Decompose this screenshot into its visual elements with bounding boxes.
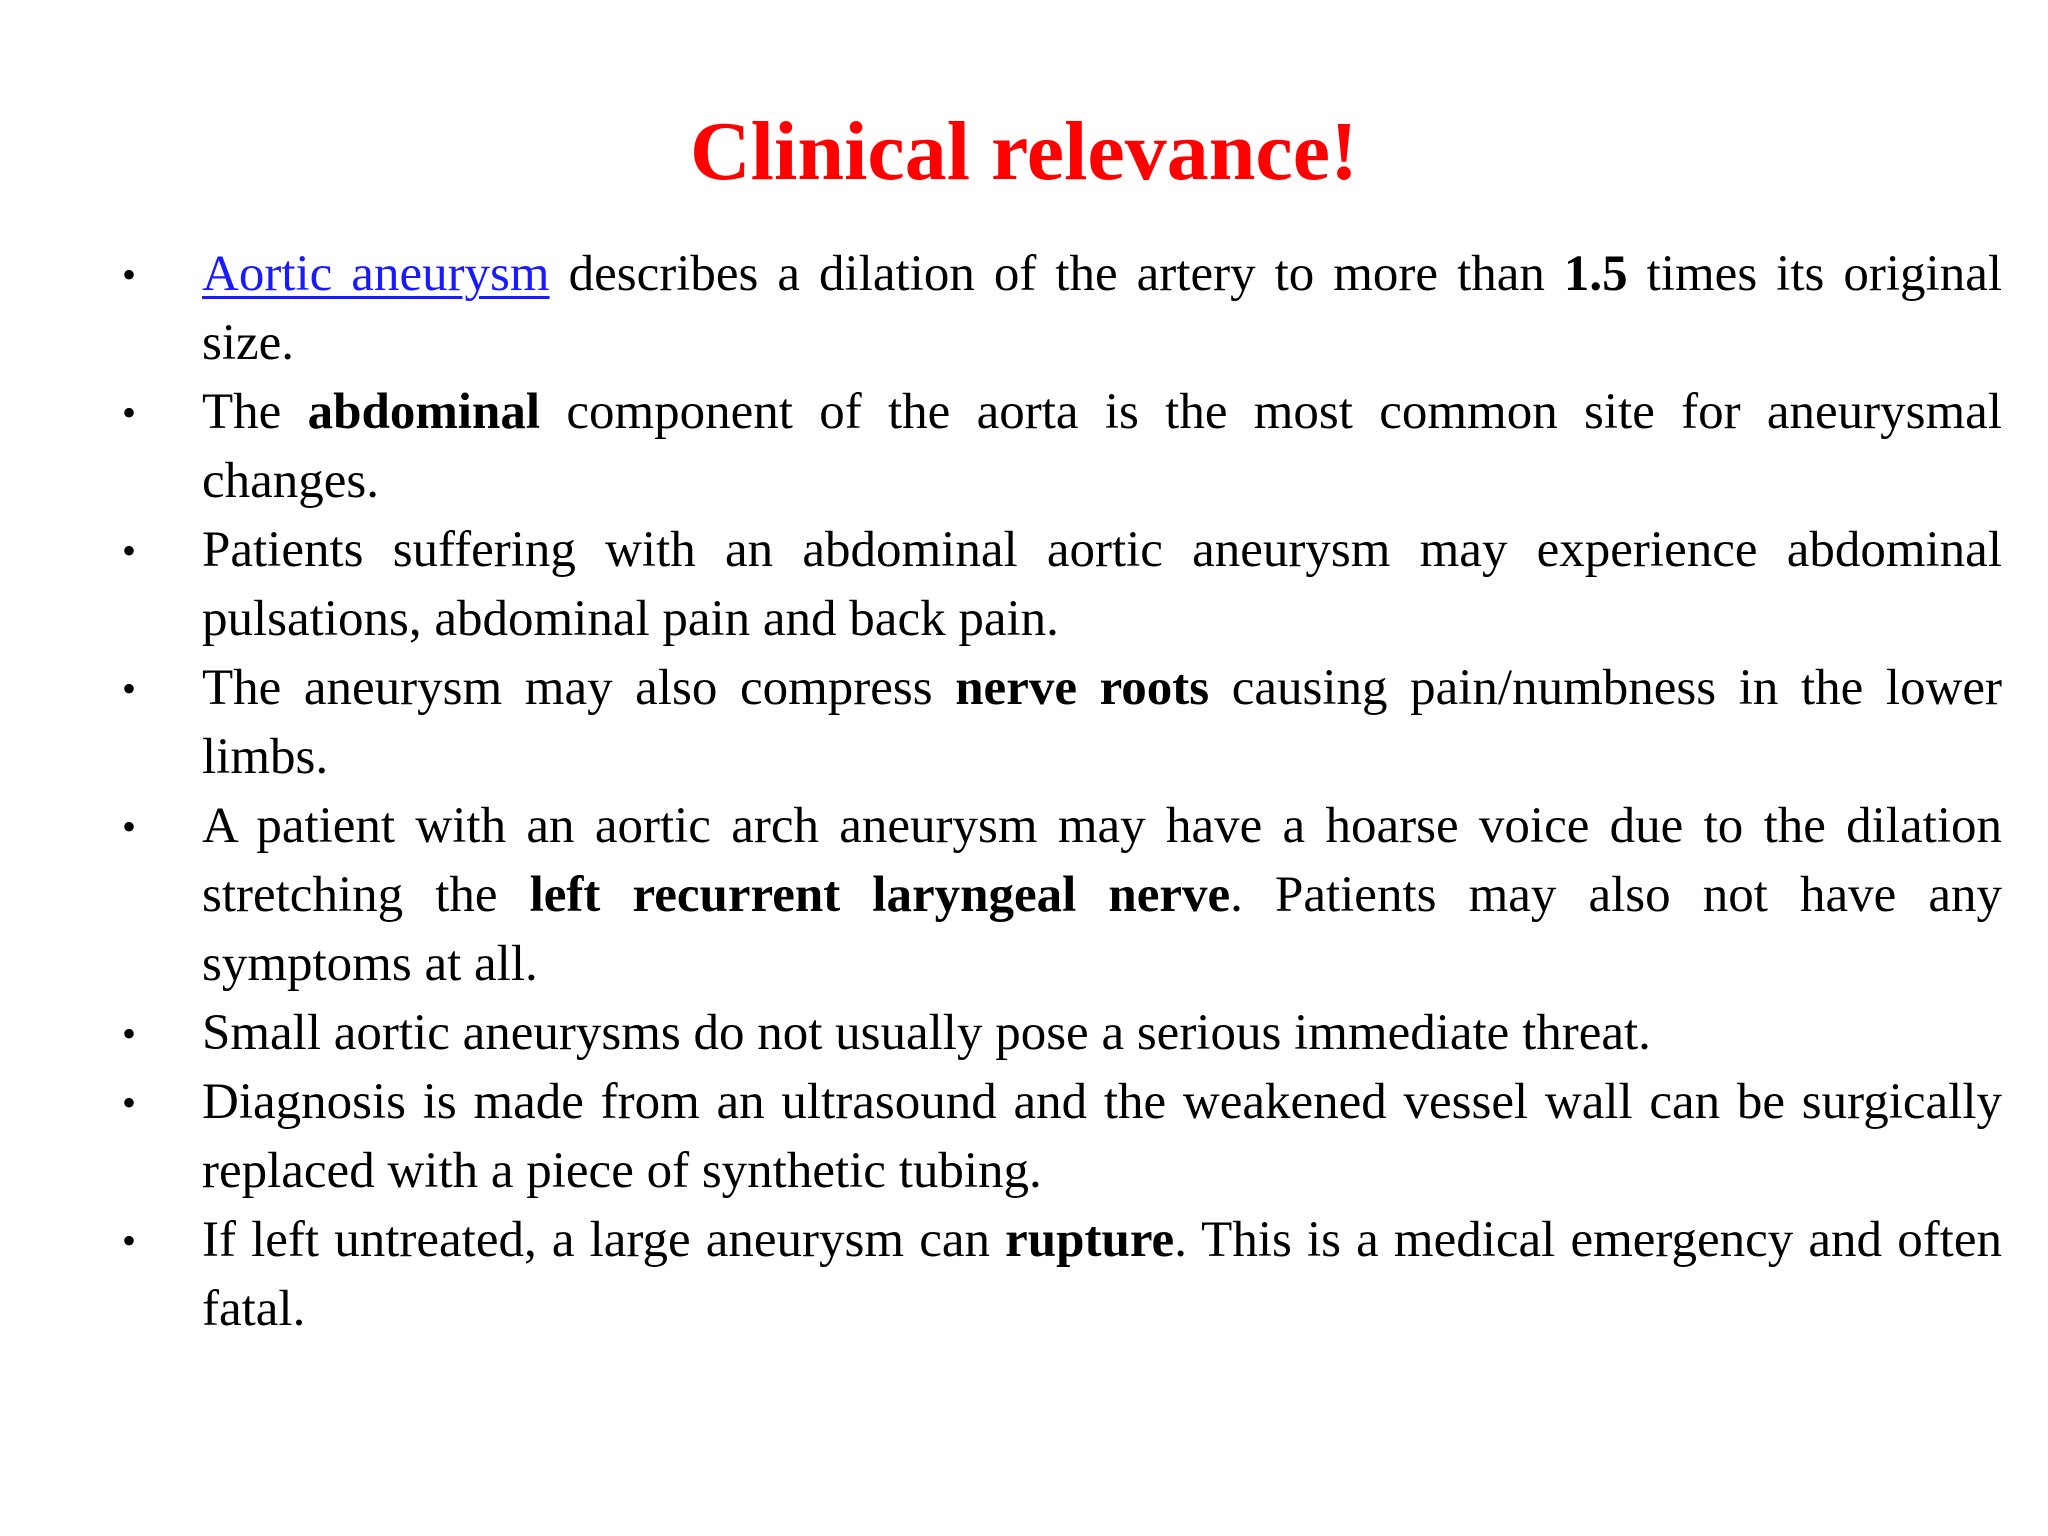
bullet-item	[122, 1068, 2002, 1206]
bullet-text: Patients suffering with an abdominal aortic aneurysm may experience abdominal pulsations, abdominal pain and back pain.	[202, 522, 2002, 647]
bullet-text: Small aortic aneurysms do not usually pose a serious immediate threat.	[202, 1005, 1651, 1061]
bullet-bold-text: abdominal	[307, 384, 541, 440]
bullet-text: describes a dilation of the artery to more than	[549, 246, 1564, 302]
bullet-bold-text: left recurrent laryngeal nerve	[529, 867, 1231, 923]
bullet-icon: •	[122, 528, 137, 573]
bullet-list	[122, 240, 2002, 1344]
bullet-item	[122, 378, 2002, 516]
aortic-aneurysm-link[interactable]: Aortic aneurysm	[202, 246, 550, 302]
bullet-item	[122, 1206, 2002, 1344]
bullet-text: The aneurysm may also compress	[202, 660, 956, 716]
bullet-text: If left untreated, a large aneurysm can	[202, 1212, 1006, 1268]
bullet-icon: •	[122, 1218, 137, 1263]
bullet-bold-text: rupture	[1005, 1212, 1175, 1268]
bullet-icon: •	[122, 252, 137, 297]
bullet-text: Diagnosis is made from an ultrasound and the weakened vessel wall can be surgically replaced with a piece of synthetic tubing.	[202, 1074, 2002, 1199]
bullet-text: times its original size.	[202, 246, 2003, 371]
bullet-text: . This is a medical emergency and often fatal.	[202, 1212, 2002, 1337]
bullet-text: causing pain/numbness in the lower limbs.	[202, 660, 2003, 785]
bullet-text: component of the aorta is the most common site for aneurysmal changes.	[202, 384, 2002, 509]
bullet-bold-text: nerve roots	[955, 660, 1210, 716]
slide-title: Clinical relevance!	[690, 105, 1358, 198]
bullet-text: The	[202, 384, 308, 440]
bullet-text: . Patients may also not have any symptoms at all.	[202, 867, 2002, 992]
bullet-item	[122, 516, 2002, 654]
bullet-item	[122, 999, 2002, 1068]
bullet-item	[122, 654, 2002, 792]
bullet-item	[122, 792, 2002, 999]
bullet-item	[122, 240, 2002, 378]
bullet-icon: •	[122, 1080, 137, 1125]
bullet-icon: •	[122, 390, 137, 435]
bullet-icon: •	[122, 804, 137, 849]
bullet-icon: •	[122, 1011, 137, 1056]
bullet-icon: •	[122, 666, 137, 711]
bullet-text: A patient with an aortic arch aneurysm may have a hoarse voice due to the dilation stretching the	[202, 798, 2002, 923]
bullet-bold-text: 1.5	[1563, 246, 1628, 302]
